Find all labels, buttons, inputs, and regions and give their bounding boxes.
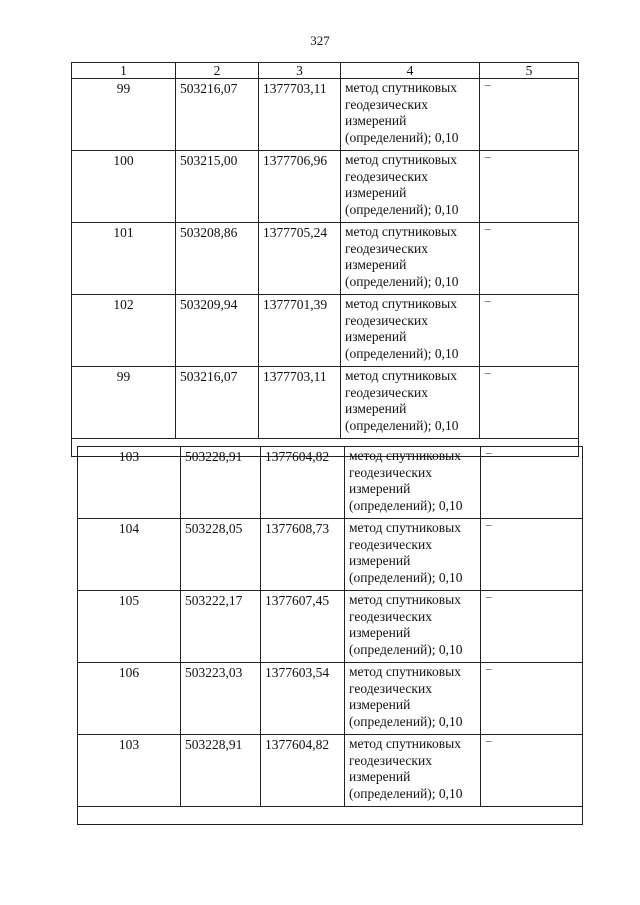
column-header-1: 1 (72, 63, 176, 79)
column-5-cell: – (480, 151, 579, 223)
x-coordinate-cell: 503215,00 (176, 151, 259, 223)
method-cell: метод спутниковых геодезических измерений (определений); 0,10 (345, 591, 481, 663)
table-row (72, 151, 579, 223)
column-5-cell: – (480, 79, 579, 151)
column-5-cell: – (481, 735, 583, 807)
column-5-cell: – (481, 591, 583, 663)
x-coordinate-cell: 503223,03 (181, 663, 261, 735)
x-coordinate-cell: 503228,91 (181, 447, 261, 519)
table-row (72, 223, 579, 295)
point-number-cell: 99 (72, 79, 176, 151)
method-cell: метод спутниковых геодезических измерений (определений); 0,10 (345, 447, 481, 519)
point-number-cell: 103 (78, 447, 181, 519)
y-coordinate-cell: 1377607,45 (261, 591, 345, 663)
y-coordinate-cell: 1377603,54 (261, 663, 345, 735)
y-coordinate-cell: 1377703,11 (259, 79, 341, 151)
y-coordinate-cell: 1377706,96 (259, 151, 341, 223)
y-coordinate-cell: 1377705,24 (259, 223, 341, 295)
x-coordinate-cell: 503209,94 (176, 295, 259, 367)
y-coordinate-cell: 1377604,82 (261, 447, 345, 519)
x-coordinate-cell: 503228,05 (181, 519, 261, 591)
point-number-cell: 105 (78, 591, 181, 663)
method-cell: метод спутниковых геодезических измерений (определений); 0,10 (345, 735, 481, 807)
table-row (78, 519, 583, 591)
column-5-cell: – (481, 519, 583, 591)
table-row (78, 663, 583, 735)
coordinates-table-1 (71, 62, 579, 457)
column-header-3: 3 (259, 63, 341, 79)
y-coordinate-cell: 1377604,82 (261, 735, 345, 807)
y-coordinate-cell: 1377701,39 (259, 295, 341, 367)
point-number-cell: 103 (78, 735, 181, 807)
x-coordinate-cell: 503222,17 (181, 591, 261, 663)
separator-cell (78, 807, 583, 825)
y-coordinate-cell: 1377703,11 (259, 367, 341, 439)
table-row (78, 735, 583, 807)
x-coordinate-cell: 503216,07 (176, 367, 259, 439)
point-number-cell: 102 (72, 295, 176, 367)
x-coordinate-cell: 503228,91 (181, 735, 261, 807)
table-row (72, 79, 579, 151)
table-row (72, 367, 579, 439)
table-header-row (72, 63, 579, 79)
page-number: 327 (310, 33, 330, 48)
point-number-cell: 101 (72, 223, 176, 295)
column-5-cell: – (480, 223, 579, 295)
column-header-5: 5 (480, 63, 579, 79)
column-header-4: 4 (341, 63, 480, 79)
column-5-cell: – (481, 663, 583, 735)
x-coordinate-cell: 503216,07 (176, 79, 259, 151)
method-cell: метод спутниковых геодезических измерений (определений); 0,10 (341, 151, 480, 223)
column-header-2: 2 (176, 63, 259, 79)
table-row (78, 447, 583, 519)
separator-row (78, 807, 583, 825)
method-cell: метод спутниковых геодезических измерений (определений); 0,10 (345, 663, 481, 735)
method-cell: метод спутниковых геодезических измерений (определений); 0,10 (341, 367, 480, 439)
x-coordinate-cell: 503208,86 (176, 223, 259, 295)
point-number-cell: 106 (78, 663, 181, 735)
point-number-cell: 99 (72, 367, 176, 439)
method-cell: метод спутниковых геодезических измерений (определений); 0,10 (341, 79, 480, 151)
point-number-cell: 100 (72, 151, 176, 223)
coordinates-table-2 (77, 446, 583, 825)
column-5-cell: – (480, 367, 579, 439)
point-number-cell: 104 (78, 519, 181, 591)
table-row (72, 295, 579, 367)
column-5-cell: – (480, 295, 579, 367)
method-cell: метод спутниковых геодезических измерений (определений); 0,10 (341, 295, 480, 367)
column-5-cell: – (481, 447, 583, 519)
table-row (78, 591, 583, 663)
method-cell: метод спутниковых геодезических измерений (определений); 0,10 (345, 519, 481, 591)
y-coordinate-cell: 1377608,73 (261, 519, 345, 591)
method-cell: метод спутниковых геодезических измерений (определений); 0,10 (341, 223, 480, 295)
